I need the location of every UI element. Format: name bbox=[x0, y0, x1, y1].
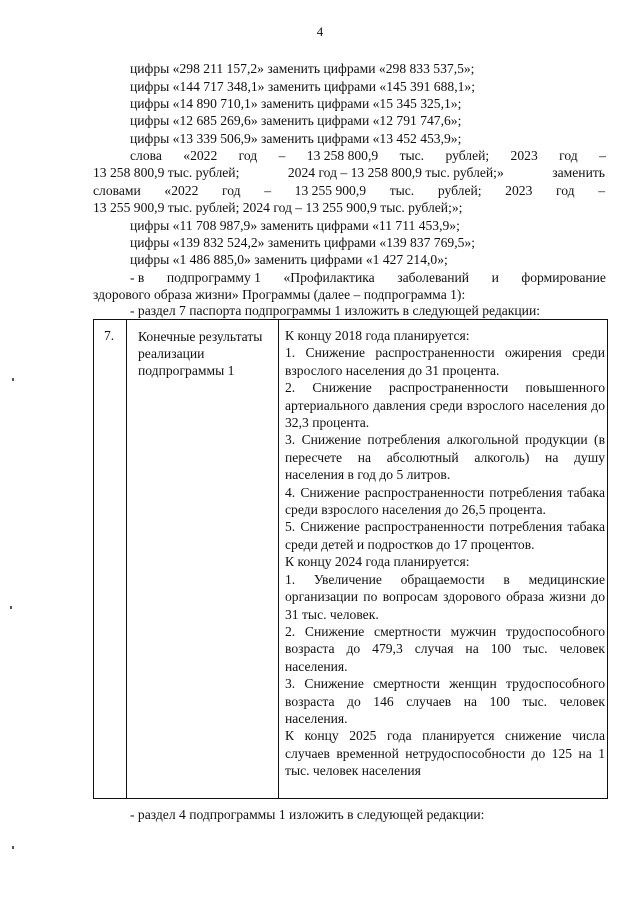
replacement-line: цифры «14 890 710,1» заменить цифрами «15 345 325,1»; bbox=[130, 96, 462, 111]
page-number: 4 bbox=[316, 24, 324, 39]
words-paragraph-line: слова «2022 год – 13 258 800,9 тыс. рублей; 2023 год – bbox=[130, 148, 606, 163]
replacement-line: цифры «1 486 885,0» заменить цифрами «1 427 214,0»; bbox=[130, 252, 448, 267]
result-item: 4. Снижение распространенности потребления табака среди взрослого населения до 26,5 процента. bbox=[285, 484, 605, 518]
column-divider bbox=[278, 320, 279, 798]
result-item: 3. Снижение смертности женщин трудоспособного возраста до 146 случаев на 100 тыс. человек населения. bbox=[285, 676, 605, 726]
result-item: 3. Снижение потребления алкогольной продукции (в пересчете на абсолютный алкоголь) на душу населения в год до 5 литров. bbox=[285, 432, 605, 483]
result-item: 2. Снижение смертности мужчин трудоспособного возраста до 479,3 случая на 100 тыс. человек населения. bbox=[285, 623, 605, 674]
row-number: 7. bbox=[104, 328, 115, 343]
replacement-line: цифры «144 717 348,1» заменить цифрами «145 391 688,1»; bbox=[130, 79, 475, 94]
result-item: 1. Снижение распространенности ожирения среди взрослого населения до 31 процента. bbox=[285, 345, 605, 378]
results-table bbox=[93, 319, 608, 799]
column-divider bbox=[126, 320, 127, 798]
result-item: 1. Увеличение обращаемости в медицинские организации по вопросам здорового образа жизни до 31 тыс. человек. bbox=[285, 571, 605, 622]
scan-speck bbox=[12, 846, 14, 849]
replacement-line: цифры «13 339 506,9» заменить цифрами «13 452 453,9»; bbox=[130, 131, 462, 146]
result-item: 5. Снижение распространенности потребления табака среди детей и подростков до 17 процентов. bbox=[285, 519, 605, 552]
subprogram-paragraph-line: здорового образа жизни» Программы (далее – подпрограмма 1): bbox=[93, 287, 466, 302]
words-paragraph-line: 13 255 900,9 тыс. рублей; 2024 год – 13 255 900,9 тыс. рублей;»; bbox=[93, 200, 463, 215]
result-item: К концу 2025 года планируется снижение числа случаев временной нетрудоспособности до 125 на 1 тыс. человек населения bbox=[285, 728, 605, 779]
subprogram-paragraph-line: - в подпрограмму 1 «Профилактика заболеваний и формирование bbox=[130, 270, 606, 285]
scan-speck bbox=[10, 606, 12, 609]
replacement-line: цифры «12 685 269,6» заменить цифрами «12 791 747,6»; bbox=[130, 113, 462, 128]
replacement-line: цифры «298 211 157,2» заменить цифрами «298 833 537,5»; bbox=[130, 61, 475, 76]
replacement-line: цифры «11 708 987,9» заменить цифрами «11 711 453,9»; bbox=[130, 218, 460, 233]
replacement-line: цифры «139 832 524,2» заменить цифрами «139 837 769,5»; bbox=[130, 235, 475, 250]
words-paragraph-line: 13 258 800,9 тыс. рублей; 2024 год – 13 258 800,9 тыс. рублей;» заменить bbox=[93, 165, 605, 180]
result-item: К концу 2018 года планируется: bbox=[285, 328, 470, 343]
result-item: 2. Снижение распространенности повышенного артериального давления среди взрослого населения до 32,3 процента. bbox=[285, 380, 605, 431]
results-cell bbox=[285, 327, 605, 780]
scan-speck bbox=[12, 378, 14, 381]
section7-intro: - раздел 7 паспорта подпрограммы 1 изложить в следующей редакции: bbox=[130, 303, 541, 318]
words-paragraph-line: словами «2022 год – 13 255 900,9 тыс. рублей; 2023 год – bbox=[93, 183, 605, 198]
result-item: К концу 2024 года планируется: bbox=[285, 554, 470, 570]
section4-intro: - раздел 4 подпрограммы 1 изложить в следующей редакции: bbox=[130, 807, 485, 822]
row-title: Конечные результаты реализации подпрограммы 1 bbox=[138, 329, 263, 378]
